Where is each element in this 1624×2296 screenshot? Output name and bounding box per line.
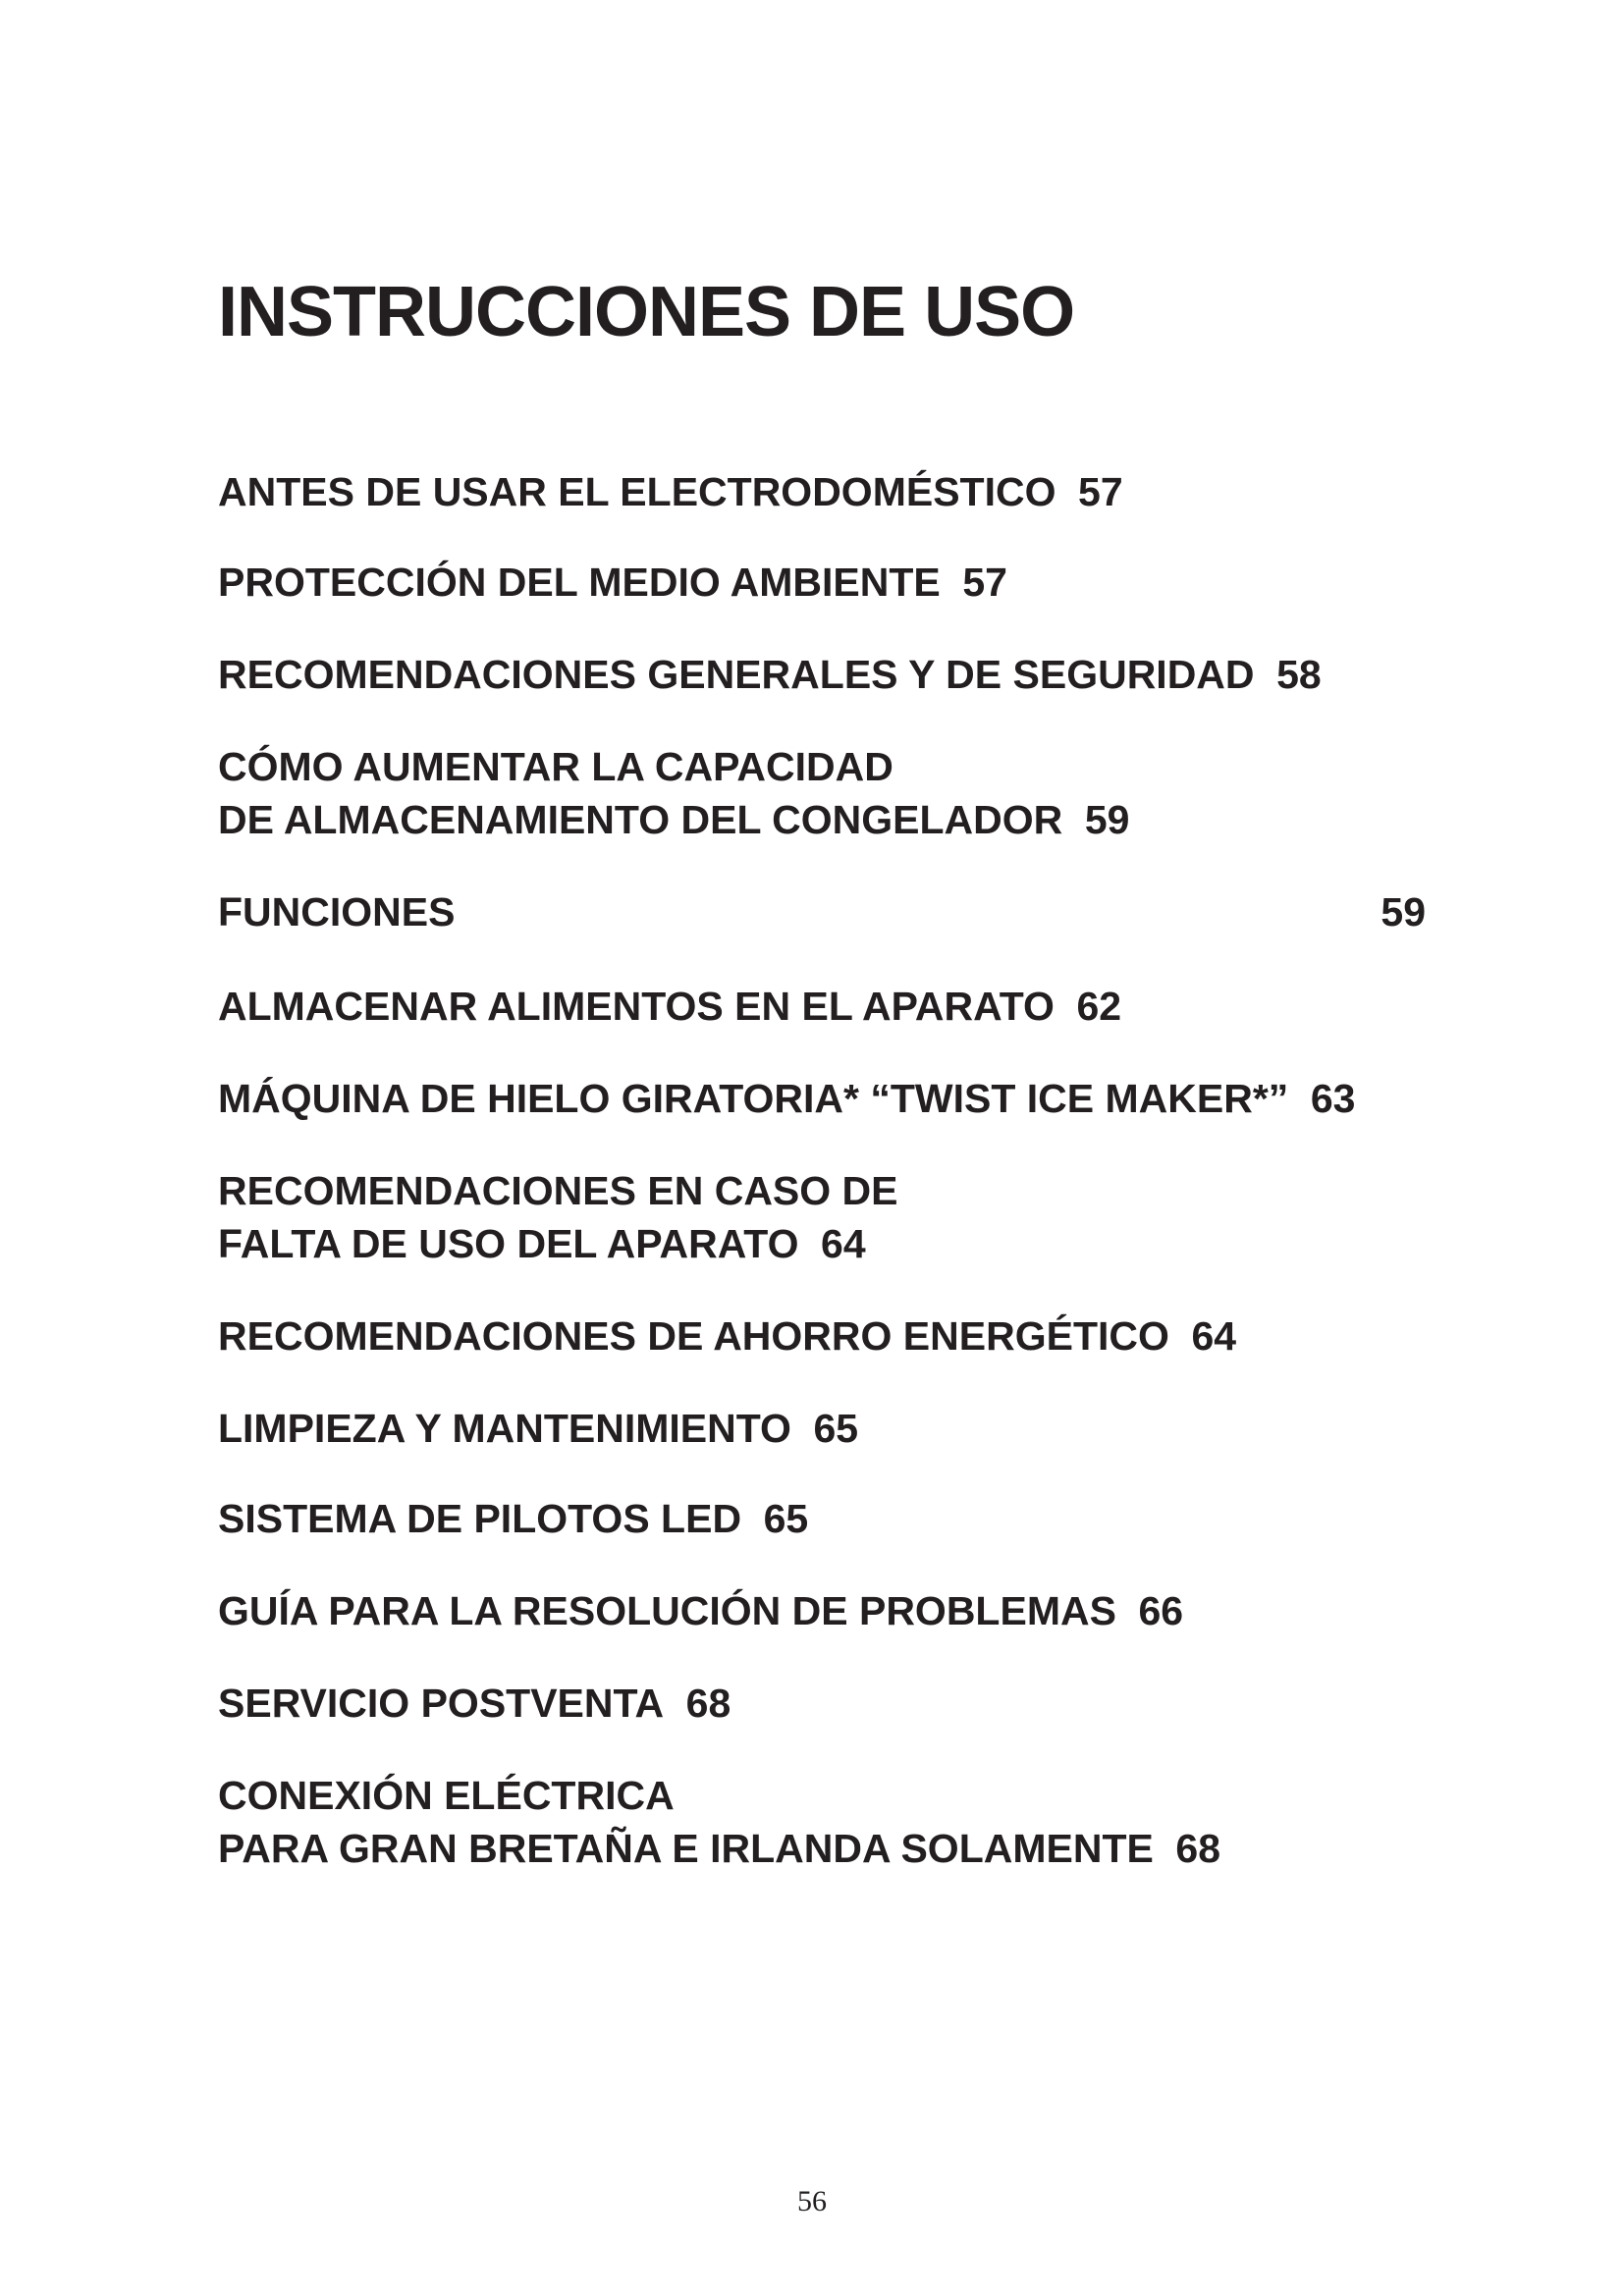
toc-entry-aumentar-capacidad[interactable] [218, 740, 1426, 846]
toc-entry-page: 68 [1175, 1826, 1221, 1871]
toc-entry-proteccion-medio-ambiente[interactable] [218, 556, 1426, 609]
toc-entry-ahorro-energetico[interactable] [218, 1309, 1426, 1362]
toc-entry-page: 59 [1084, 797, 1130, 842]
toc-entry-title: ANTES DE USAR EL ELECTRODOMÉSTICO [218, 469, 1056, 514]
toc-entry-title: GUÍA PARA LA RESOLUCIÓN DE PROBLEMAS [218, 1588, 1116, 1633]
toc-entry-title: FUNCIONES [218, 889, 456, 934]
toc-entry-recomendaciones-generales[interactable] [218, 648, 1426, 701]
toc-entry-title: RECOMENDACIONES GENERALES Y DE SEGURIDAD [218, 652, 1255, 697]
toc-entry-page: 62 [1076, 984, 1122, 1029]
toc-entry-falta-de-uso[interactable] [218, 1164, 1426, 1270]
toc-entry-title: CÓMO AUMENTAR LA CAPACIDAD [218, 744, 893, 789]
toc-entry-conexion-electrica[interactable] [218, 1769, 1426, 1875]
toc-entry-title-continued: FALTA DE USO DEL APARATO [218, 1221, 799, 1266]
toc-entry-title: ALMACENAR ALIMENTOS EN EL APARATO [218, 984, 1055, 1029]
toc-entry-page: 66 [1138, 1588, 1184, 1633]
toc-entry-page: 65 [813, 1406, 859, 1451]
toc-entry-page: 58 [1276, 652, 1322, 697]
toc-entry-page: 64 [1191, 1313, 1237, 1359]
toc-entry-title: CONEXIÓN ELÉCTRICA [218, 1773, 675, 1818]
toc-entry-page: 65 [763, 1496, 809, 1541]
toc-entry-limpieza[interactable] [218, 1402, 1426, 1455]
toc-entry-title: LIMPIEZA Y MANTENIMIENTO [218, 1406, 791, 1451]
toc-entry-title: MÁQUINA DE HIELO GIRATORIA* “TWIST ICE MAKER*” [218, 1076, 1289, 1121]
toc-entry-page: 63 [1310, 1076, 1356, 1121]
toc-entry-title: RECOMENDACIONES DE AHORRO ENERGÉTICO [218, 1313, 1169, 1359]
toc-entry-title: SERVICIO POSTVENTA [218, 1681, 665, 1726]
toc-entry-pilotos-led[interactable] [218, 1492, 1426, 1545]
toc-entry-maquina-hielo[interactable] [218, 1072, 1426, 1125]
toc-entry-title: PROTECCIÓN DEL MEDIO AMBIENTE [218, 560, 941, 605]
toc-entry-title: SISTEMA DE PILOTOS LED [218, 1496, 742, 1541]
toc-entry-page: 68 [685, 1681, 731, 1726]
toc-entry-page: 57 [962, 560, 1007, 605]
toc-entry-antes-de-usar[interactable] [218, 465, 1426, 518]
toc-entry-servicio-postventa[interactable] [218, 1677, 1426, 1730]
toc-entry-page: 57 [1078, 469, 1123, 514]
toc-entry-title-continued: DE ALMACENAMIENTO DEL CONGELADOR [218, 797, 1063, 842]
page-title: INSTRUCCIONES DE USO [218, 273, 1075, 351]
toc-entry-title-continued: PARA GRAN BRETAÑA E IRLANDA SOLAMENTE [218, 1826, 1154, 1871]
toc-entry-almacenar-alimentos[interactable] [218, 980, 1426, 1033]
toc-entry-resolucion-problemas[interactable] [218, 1584, 1426, 1637]
toc-entry-funciones[interactable] [218, 885, 1426, 938]
toc-entry-title: RECOMENDACIONES EN CASO DE [218, 1168, 898, 1213]
toc-entry-page: 64 [821, 1221, 866, 1266]
page-number: 56 [797, 2185, 827, 2217]
toc-entry-page: 59 [1380, 889, 1426, 934]
